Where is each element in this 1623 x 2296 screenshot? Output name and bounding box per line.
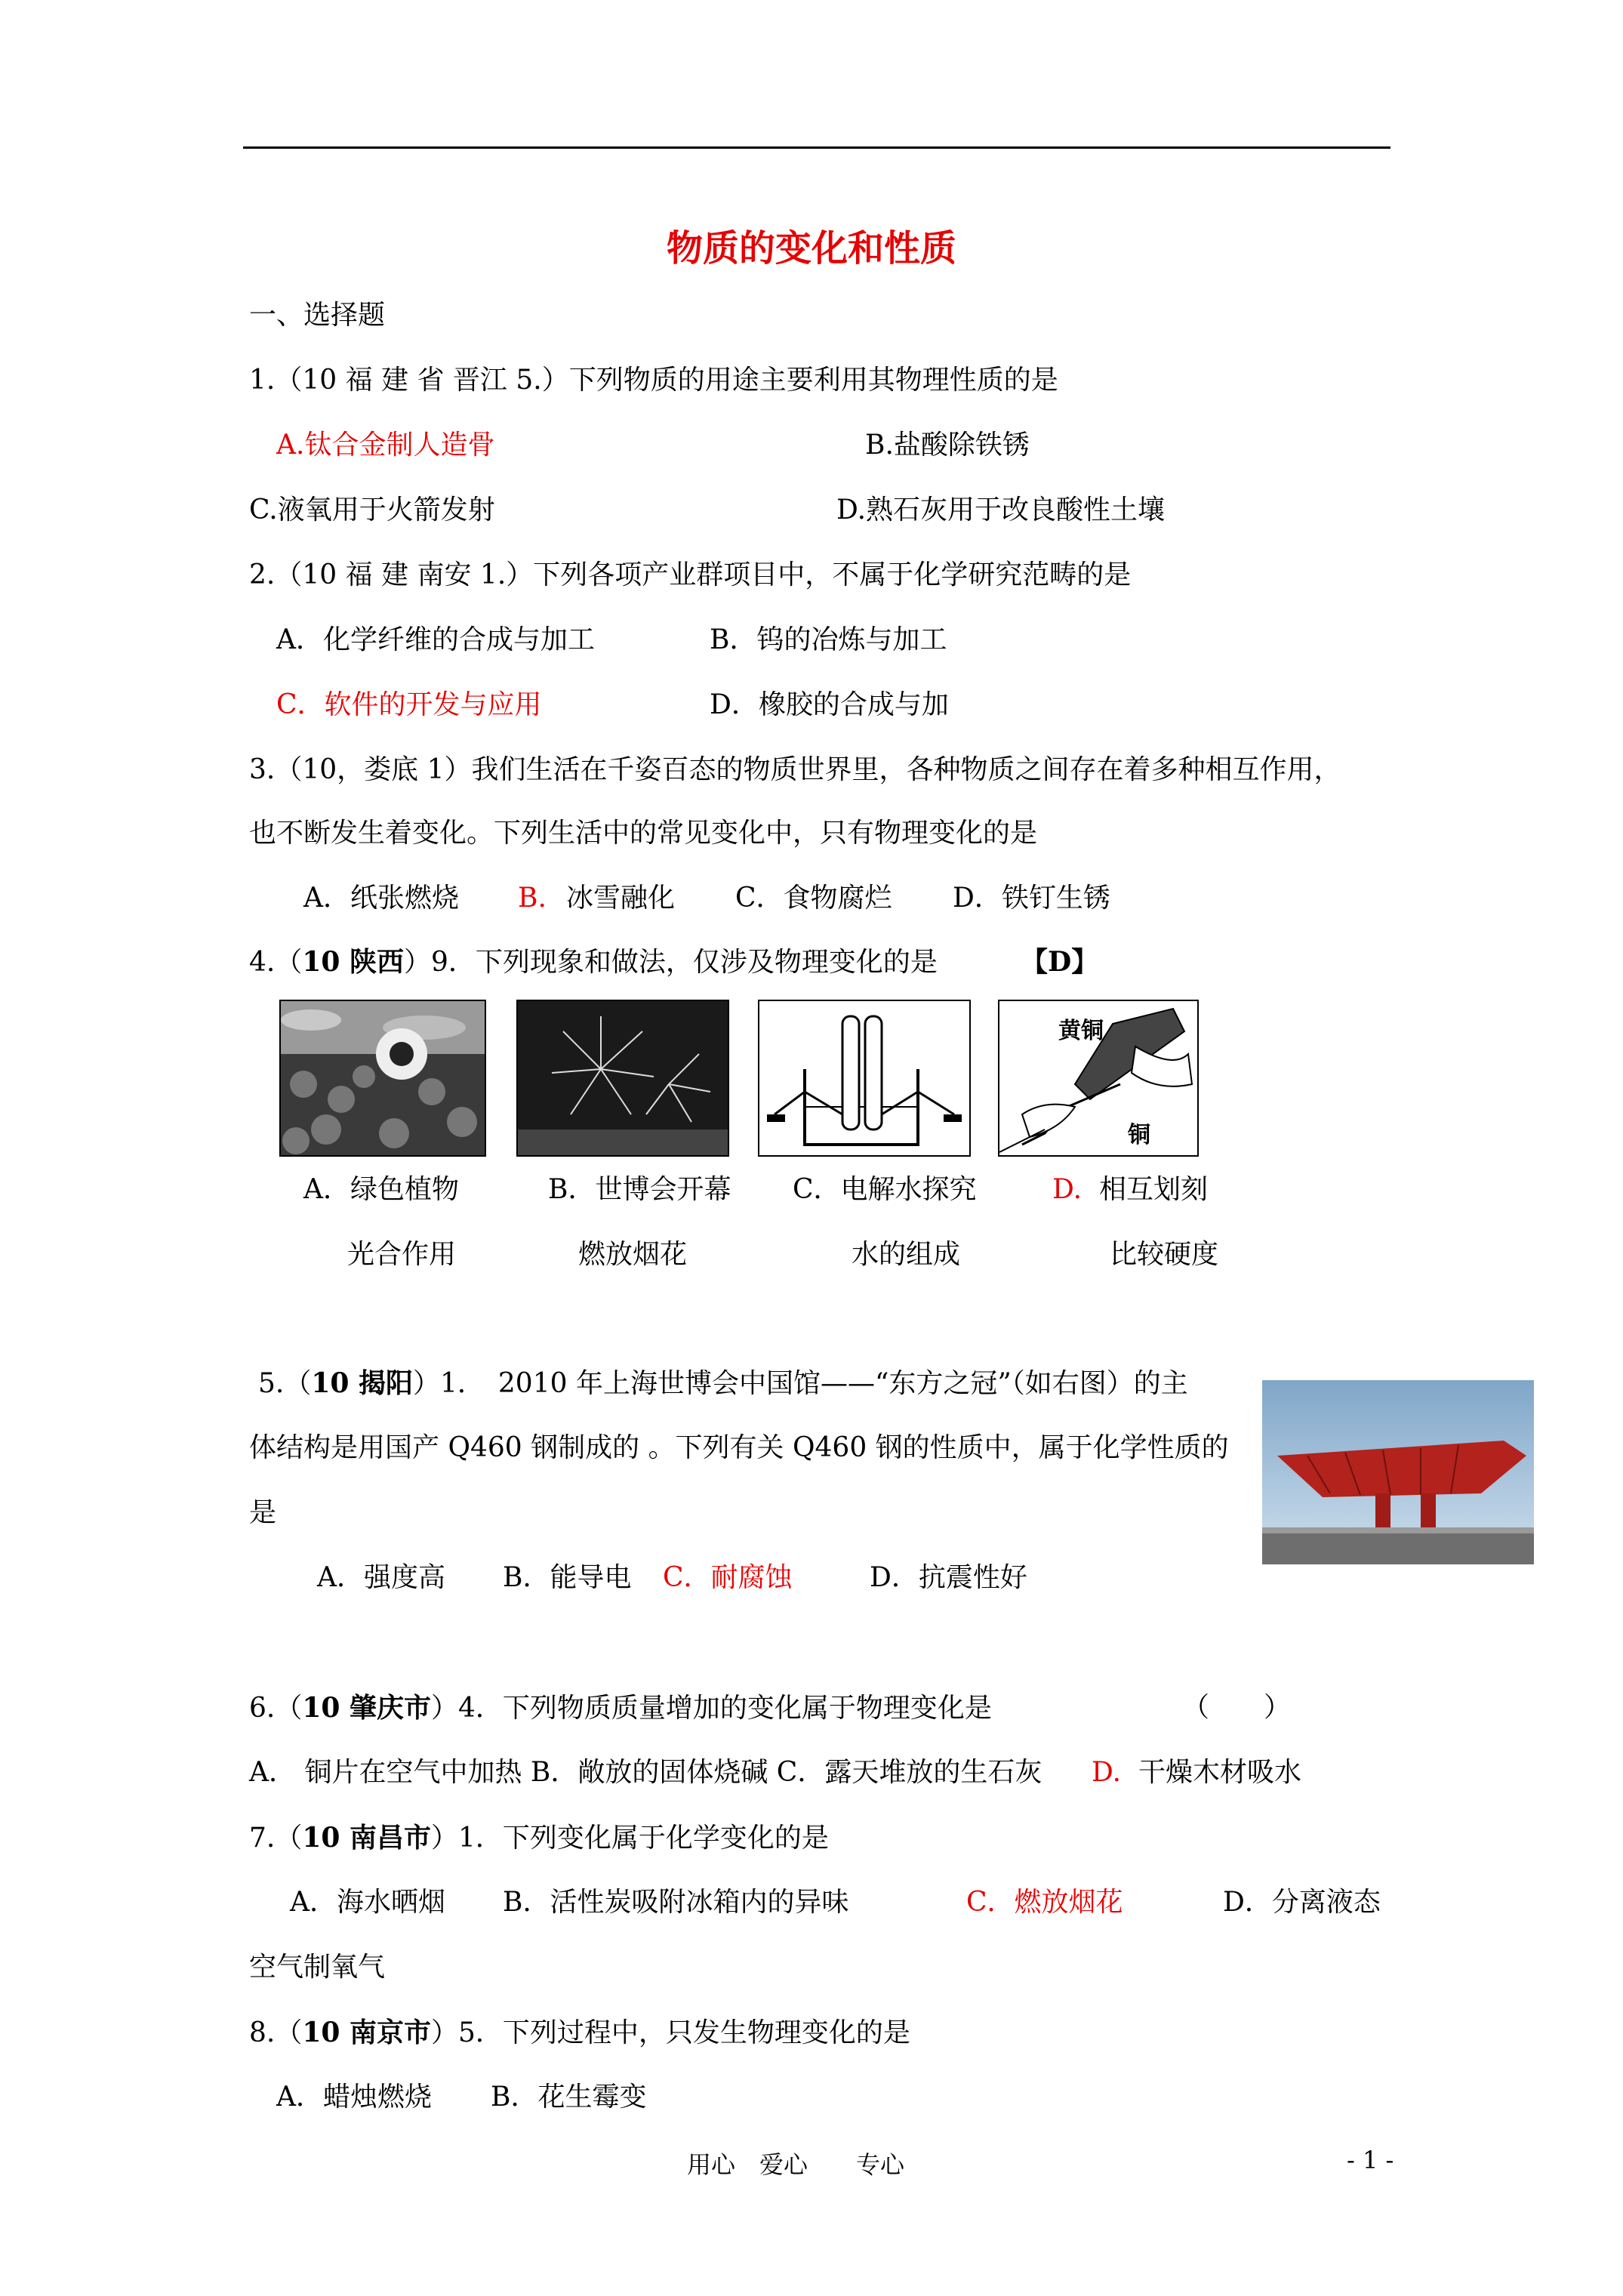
q5-number: 5.（	[258, 1368, 312, 1399]
q3-stem-line2: 也不断发生着变化。下列生活中的常见变化中，只有物理变化的是	[249, 818, 1038, 849]
q5-option-d: D．抗震性好	[870, 1562, 1027, 1593]
electrolysis-image	[758, 1000, 971, 1157]
q7-option-c: C．燃放烟花	[966, 1887, 1123, 1918]
q7-option-b: B．活性炭吸附冰箱内的异味	[503, 1887, 849, 1918]
q5-stem-text: ）1． 2010 年上海世博会中国馆——“东方之冠”（如右图）的主	[413, 1368, 1188, 1399]
q7-number: 7.（	[249, 1823, 303, 1854]
q3-stem-line1: 3.（10，娄底 1）我们生活在千姿百态的物质世界里，各种物质之间存在着多种相互作用，	[249, 754, 1341, 785]
q4-answer: 【D】	[1021, 946, 1099, 978]
header-rule	[243, 146, 1390, 149]
q8-option-a: A．蜡烛燃烧	[276, 2082, 432, 2113]
q3-option-d: D．铁钉生锈	[953, 883, 1110, 914]
q3-option-b-letter: B.	[518, 883, 547, 914]
q6-stem-text: ）4．下列物质质量增加的变化属于物理变化是	[431, 1693, 992, 1724]
section-heading: 一、选择题	[249, 300, 386, 331]
q3-option-a: A．纸张燃烧	[303, 883, 459, 914]
q3-option-b: 冰雪融化	[566, 883, 676, 914]
q1-option-b: B.盐酸除铁锈	[865, 430, 1030, 461]
q6-number: 6.（	[249, 1693, 303, 1724]
q5-source: 10 揭阳	[311, 1367, 413, 1399]
page-number: - 1 -	[1347, 2146, 1394, 2174]
footer-slogan: 用心 爱心 专心	[687, 2150, 905, 2179]
q2-option-b: B．钨的冶炼与加工	[710, 624, 947, 655]
q4-stem	[249, 945, 938, 979]
q2-option-a: A．化学纤维的合成与加工	[276, 624, 595, 655]
q8-source: 10 南京市	[302, 2017, 431, 2048]
q1-option-a: A.钛合金制人造骨	[276, 430, 495, 461]
q6-answer-paren: （ ）	[1182, 1692, 1292, 1723]
q6-stem	[249, 1691, 992, 1725]
q6-option-d: 干燥木材吸水	[1138, 1757, 1302, 1788]
fireworks-image	[516, 1000, 729, 1157]
china-pavilion-image	[1262, 1380, 1534, 1564]
copper-label: 铜	[1128, 1122, 1150, 1148]
q6-options-abc: A． 铜片在空气中加热 B．敞放的固体烧碱 C．露天堆放的生石灰	[249, 1757, 1042, 1788]
q5-stem-line3: 是	[249, 1497, 277, 1528]
q6-option-d-letter: D.	[1092, 1757, 1122, 1788]
q2-stem: 2.（10 福 建 南安 1.）下列各项产业群项目中，不属于化学研究范畴的是	[249, 559, 1132, 590]
q4-option-c-line2: 水的组成	[852, 1239, 961, 1270]
q7-option-a: A．海水晒烟	[290, 1887, 445, 1918]
q4-option-b-line2: 燃放烟花	[578, 1239, 688, 1270]
q4-source: 10 陕西	[302, 946, 404, 978]
q2-option-c: C．软件的开发与应用	[276, 689, 542, 720]
q8-number: 8.（	[249, 2017, 303, 2048]
q1-option-d: D.熟石灰用于改良酸性土壤	[836, 495, 1166, 525]
brass-label: 黄铜	[1058, 1018, 1104, 1044]
q7-stem-text: ）1．下列变化属于化学变化的是	[431, 1823, 829, 1854]
q4-number: 4.（	[249, 947, 303, 978]
q4-option-d-line1: 相互划刻	[1099, 1174, 1209, 1205]
q2-option-d: D．橡胶的合成与加	[710, 689, 949, 720]
q7-option-d-cont: 空气制氧气	[249, 1952, 386, 1983]
sunflower-image	[279, 1000, 486, 1157]
q5-option-a: A．强度高	[317, 1562, 445, 1593]
q4-option-c-line1: C．电解水探究	[793, 1174, 977, 1205]
q8-option-b: B．花生霉变	[491, 2082, 647, 2113]
q4-option-a-line2: 光合作用	[347, 1239, 457, 1270]
q5-stem-line2: 体结构是用国产 Q460 钢制成的 。下列有关 Q460 钢的性质中，属于化学性质的	[249, 1432, 1229, 1463]
q8-stem-text: ）5．下列过程中，只发生物理变化的是	[431, 2017, 910, 2048]
q3-option-c: C．食物腐烂	[735, 883, 892, 914]
q8-stem	[249, 2016, 910, 2050]
q4-option-a-line1: A．绿色植物	[303, 1174, 459, 1205]
q4-option-d-line2: 比较硬度	[1110, 1239, 1219, 1270]
q7-stem	[249, 1821, 829, 1855]
q7-source: 10 南昌市	[302, 1822, 431, 1854]
q5-option-c: C．耐腐蚀	[663, 1562, 793, 1593]
page-title: 物质的变化和性质	[666, 227, 956, 270]
q1-option-c: C.液氧用于火箭发射	[249, 495, 495, 525]
q5-stem-line1	[258, 1367, 1188, 1401]
brass-copper-image	[998, 1000, 1199, 1157]
q5-option-b: B．能导电	[503, 1562, 632, 1593]
q4-option-b-line1: B．世博会开幕	[548, 1174, 731, 1205]
q6-source: 10 肇庆市	[302, 1692, 431, 1724]
q4-option-d-letter: D.	[1052, 1174, 1083, 1205]
q4-stem-text: ）9．下列现象和做法，仅涉及物理变化的是	[404, 947, 938, 978]
q1-stem: 1.（10 福 建 省 晋江 5.）下列物质的用途主要利用其物理性质的是	[249, 365, 1058, 396]
q7-option-d: D．分离液态	[1223, 1887, 1381, 1918]
